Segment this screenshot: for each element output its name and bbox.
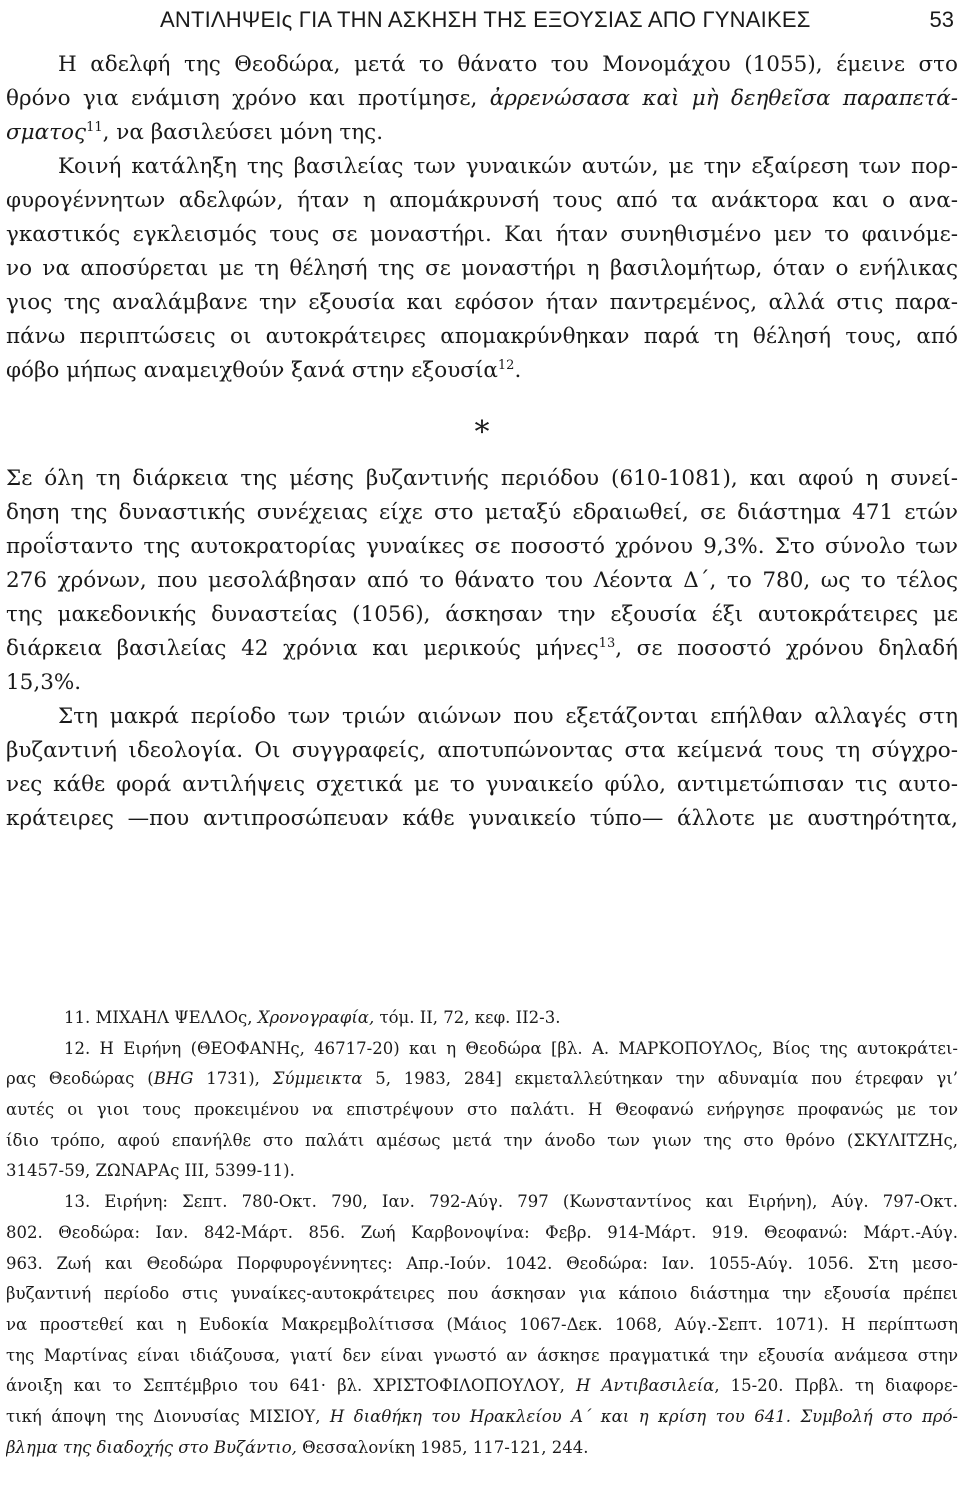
text-line: νες κάθε φορά αντιλήψεις σχετικά με το γυναικείο φύλο, αντιμετώπισαν τις αυτο- <box>6 772 958 797</box>
text-line <box>6 116 958 150</box>
text-run: φόβο μήπως αναμειχθούν ξανά στην εξουσία <box>6 358 498 383</box>
footnote-text: ρας Θεοδώρας ( <box>6 1069 154 1089</box>
text-run: . <box>514 358 522 383</box>
footnote-author: ΜΙΧΑΗΛ ΨΕΛΛΟς, <box>95 1008 253 1027</box>
footnote-text: , 15-20. Πρβλ. τη διαφορε- <box>714 1376 958 1396</box>
text-line: νο να αποσύρεται με τη θέλησή της σε μοναστήρι η βασιλομήτωρ, όταν ο ενήλικας <box>6 256 958 281</box>
paragraph <box>6 462 958 700</box>
text-line: κράτειρες —που αντιπροσώπευαν κάθε γυναικείο τύπο— άλλοτε με αυστηρότητα, <box>6 806 958 831</box>
text-run: , σε ποσοστό χρόνου δηλαδή <box>615 636 958 661</box>
footnote-line <box>6 1003 958 1034</box>
footnote-ref[interactable]: 13 <box>598 635 616 651</box>
footnote-title: Η διαθήκη του Ηρακλείου Α΄ και η κρίση του 641. Συμβολή στο πρό- <box>329 1406 958 1426</box>
text-line: γιος της αναλάμβανε την εξουσία και εφόσον ήταν παντρεμένος, αλλά στις παρα- <box>6 290 958 315</box>
paragraph <box>6 48 958 150</box>
footnote-13 <box>6 1187 958 1463</box>
paragraph <box>6 700 958 836</box>
footnote-line: της Μαρτίνας είναι ιδιάζουσα, γιατί δεν είναι γνωστό αν άσκησε πραγματικά την εξουσία ανάμεσα στην <box>6 1345 958 1365</box>
text-line <box>6 354 958 388</box>
running-head <box>160 0 954 40</box>
footnote-line: βυζαντινή περίοδο στις γυναίκες-αυτοκράτειρες που άσκησαν για κάποιο διάστημα την εξουσία πρέπει <box>6 1284 958 1304</box>
footnote-line: να προστεθεί και η Ευδοκία Μακρεμβολίτισσα (Μάιος 1067-Δεκ. 1068, Αύγ.-Σεπτ. 1071). Η περίπτωση <box>6 1314 958 1334</box>
footnote-line: 12. Η Ειρήνη (ΘΕΟΦΑΝΗς, 46717-20) και η Θεοδώρα [βλ. Α. ΜΑΡΚΟΠΟΥΛΟς, Βίος της αυτοκράτει- <box>64 1038 958 1058</box>
footnote-title: βλημα της διαδοχής στο Βυζάντιο, <box>6 1437 297 1457</box>
footnote-line: 13. Ειρήνη: Σεπτ. 780-Οκτ. 790, Ιαν. 792-Αύγ. 797 (Κωνσταντίνος και Ειρήνη), Αύγ. 797-Οκτ. <box>64 1192 958 1212</box>
text-line: δηση της δυναστικής συνέχειας είχε στο μεταξύ εδραιωθεί, σε διάστημα 471 ετών <box>6 500 958 525</box>
paragraph <box>6 150 958 388</box>
footnote-text: άνοιξη και το Σεπτέμβριο του 641· βλ. ΧΡΙΣΤΟΦΙΛΟΠΟΥΛΟΥ, <box>6 1376 576 1396</box>
italic-quote: σματος <box>6 120 87 145</box>
footnotes <box>6 1003 958 1463</box>
footnote-text: Θεσσαλονίκη 1985, 117-121, 244. <box>296 1437 589 1457</box>
running-title: ΑΝΤΙΛΗΨΕΙς ΓΙΑ ΤΗΝ ΑΣΚΗΣΗ ΤΗΣ ΕΞΟΥΣΙΑΣ ΑΠΟ ΓΥΝΑΙΚΕΣ <box>160 7 811 32</box>
text-run: , να βασιλεύσει μόνη της. <box>102 120 384 145</box>
footnote-text: τική άποψη της Διονυσίας ΜΙΣΙΟΥ, <box>6 1406 330 1426</box>
footnote-text: 1731), <box>193 1069 273 1089</box>
body-text <box>6 48 958 836</box>
section-divider: * <box>474 415 490 450</box>
footnote-line <box>6 1402 958 1433</box>
text-line: Σε όλη τη διάρκεια της μέσης βυζαντινής περιόδου (610-1081), και αφού η συνεί- <box>6 466 958 491</box>
footnote-11 <box>6 1003 958 1034</box>
text-line: Στη μακρά περίοδο των τριών αιώνων που εξετάζονται επήλθαν αλλαγές στη <box>58 704 958 729</box>
footnote-number: 11. <box>64 1008 91 1027</box>
text-line: φυρογέννητων αδελφών, ήταν η απομάκρυνσή τους από τα ανάκτορα και ο ανα- <box>6 188 958 213</box>
text-line: προΐσταντο της αυτοκρατορίας γυναίκες σε ποσοστό χρόνου 9,3%. Στο σύνολο των <box>6 534 958 559</box>
text-line: της μακεδονικής δυναστείας (1056), άσκησαν την εξουσία έξι αυτοκράτειρες με <box>6 602 958 627</box>
footnote-title: Σύμμεικτα <box>272 1069 363 1089</box>
text-run: διάρκεια βασιλείας 42 χρόνια και μερικούς μήνες <box>6 636 599 661</box>
italic-quote: ἀρρενώσασα καὶ μὴ δεηθεῖσα παραπετά- <box>489 86 958 111</box>
footnote-title: Η Αντιβασιλεία <box>575 1376 715 1396</box>
footnote-ref[interactable]: 11 <box>86 119 103 135</box>
footnote-text: 5, 1983, 284] εκμεταλλεύτηκαν την αδυναμία που έτρεφαν γι’ <box>362 1069 958 1089</box>
footnote-title: BHG <box>153 1069 194 1089</box>
footnote-line: ίδιο τρόπο, αφού επανήλθε στο παλάτι αμέσως μετά την άνοδο των γιων της στο θρόνο (ΣΚΥΛΙΤΖΗς, <box>6 1130 958 1150</box>
footnote-line <box>6 1371 958 1402</box>
footnote-line: 963. Ζωή και Θεοδώρα Πορφυρογέννητες: Απρ.-Ιούν. 1042. Θεοδώρα: Ιαν. 1055-Αύγ. 1056. Στη μεσο- <box>6 1253 958 1273</box>
text-line: 276 χρόνων, που μεσολάβησαν από το θάνατο του Λέοντα Δ΄, το 780, ως το τέλος <box>6 568 958 593</box>
footnote-title: Χρονογραφία, <box>257 1008 375 1027</box>
footnote-12 <box>6 1034 958 1187</box>
footnote-text: τόμ. II, 72, κεφ. II2-3. <box>379 1008 561 1027</box>
footnote-ref[interactable]: 12 <box>497 357 515 373</box>
footnote-line <box>6 1433 958 1464</box>
text-line: πάνω περιπτώσεις οι αυτοκράτειρες απομακρύνθηκαν παρά τη θέλησή τους, από <box>6 324 958 349</box>
footnote-line: αυτές οι γιοι τους προκειμένου να επιστρέψουν στο παλάτι. Η Θεοφανώ ενήργησε προφανώς με τον <box>6 1100 958 1120</box>
text-line: Η αδελφή της Θεοδώρα, μετά το θάνατο του Μονομάχου (1055), έμεινε στο <box>58 52 958 77</box>
text-line: βυζαντινή ιδεολογία. Οι συγγραφείς, αποτυπώνοντας στα κείμενά τους τη σύγχρο- <box>6 738 958 763</box>
footnote-line: 802. Θεοδώρα: Ιαν. 842-Μάρτ. 856. Ζωή Καρβονοψίνα: Φεβρ. 914-Μάρτ. 919. Θεοφανώ: Μάρτ.-Αύγ. <box>6 1222 958 1242</box>
text-line: γκαστικός εγκλεισμός τους σε μοναστήρι. Και ήταν συνηθισμένο μεν το φαινόμε- <box>6 222 958 247</box>
text-line: 15,3%. <box>6 670 82 695</box>
text-run: θρόνο για ενάμιση χρόνο και προτίμησε, <box>6 86 490 111</box>
footnote-line: 31457-59, ΖΩΝΑΡΑς III, 5399-11). <box>6 1161 295 1181</box>
page-number: 53 <box>929 7 954 32</box>
text-line <box>6 82 958 116</box>
text-line: Κοινή κατάληξη της βασιλείας των γυναικών αυτών, με την εξαίρεση των πορ- <box>58 154 958 179</box>
footnote-line <box>6 1064 958 1095</box>
text-line <box>6 632 958 666</box>
